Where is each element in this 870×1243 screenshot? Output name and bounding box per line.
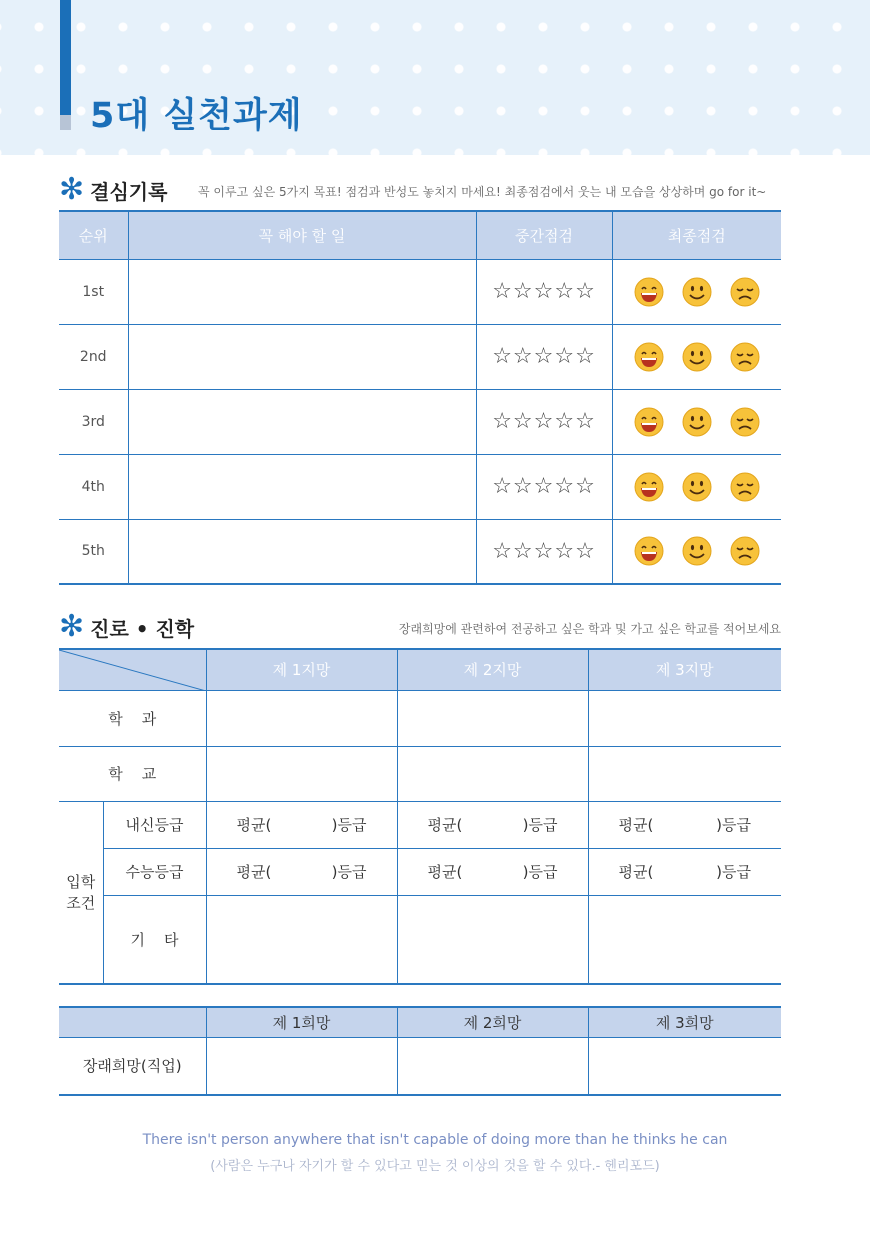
midcheck-cell[interactable] xyxy=(476,324,612,389)
finalcheck-cell xyxy=(612,259,781,324)
column-header-choice-3: 제 3지망 xyxy=(588,649,781,690)
table-row-job xyxy=(59,1037,781,1095)
avg-suffix: )등급 xyxy=(331,816,367,834)
rank-cell: 1st xyxy=(59,259,128,324)
major-cell-1[interactable] xyxy=(206,690,397,746)
row-label-job: 장래희망(직업) xyxy=(59,1037,206,1095)
table-row xyxy=(59,259,781,324)
sad-face-icon[interactable] xyxy=(730,342,760,372)
table-header-row xyxy=(59,649,781,690)
grinning-face-icon[interactable] xyxy=(634,536,664,566)
quote-korean: (사람은 누구나 자기가 할 수 있다고 믿는 것 이상의 것을 할 수 있다.- 헨리포드) xyxy=(210,1159,660,1174)
admission-label-line-2: 조건 xyxy=(66,894,96,913)
row-label-major: 학 과 xyxy=(59,690,206,746)
section-heading-resolution xyxy=(59,172,168,207)
smiling-face-icon[interactable] xyxy=(682,536,712,566)
finalcheck-cell xyxy=(612,324,781,389)
suneung-cell-2[interactable] xyxy=(397,848,588,895)
row-label-etc: 기 타 xyxy=(103,895,206,984)
rank-cell: 2nd xyxy=(59,324,128,389)
diagonal-line xyxy=(59,650,206,691)
star-rating-icons[interactable]: ☆☆☆☆☆ xyxy=(492,344,596,369)
section-title: 결심기록 xyxy=(90,179,168,204)
star-rating-icons[interactable]: ☆☆☆☆☆ xyxy=(492,279,596,304)
grinning-face-icon[interactable] xyxy=(634,407,664,437)
sad-face-icon[interactable] xyxy=(730,536,760,566)
avg-prefix: 평균( xyxy=(236,816,272,834)
etc-cell-2[interactable] xyxy=(397,895,588,984)
section-heading-career xyxy=(59,609,195,644)
row-label-school: 학 교 xyxy=(59,746,206,801)
task-cell[interactable] xyxy=(128,519,476,584)
column-header-finalcheck: 최종점검 xyxy=(612,211,781,259)
column-header-midcheck: 중간점검 xyxy=(476,211,612,259)
school-cell-2[interactable] xyxy=(397,746,588,801)
job-cell-2[interactable] xyxy=(397,1037,588,1095)
header-accent-bar xyxy=(60,0,71,130)
future-hope-table xyxy=(59,1006,781,1096)
school-cell-1[interactable] xyxy=(206,746,397,801)
star-rating-icons[interactable]: ☆☆☆☆☆ xyxy=(492,474,596,499)
rank-cell: 4th xyxy=(59,454,128,519)
table-header-row xyxy=(59,211,781,259)
header-accent-bar-tip xyxy=(60,115,71,130)
midcheck-cell[interactable] xyxy=(476,259,612,324)
grinning-face-icon[interactable] xyxy=(634,342,664,372)
job-cell-1[interactable] xyxy=(206,1037,397,1095)
school-cell-3[interactable] xyxy=(588,746,781,801)
resolution-table xyxy=(59,210,781,585)
column-header-choice-2: 제 2지망 xyxy=(397,649,588,690)
midcheck-cell[interactable] xyxy=(476,519,612,584)
career-table xyxy=(59,648,781,985)
admission-label-line-1: 입학 xyxy=(66,873,96,892)
sad-face-icon[interactable] xyxy=(730,277,760,307)
table-row-major xyxy=(59,690,781,746)
etc-cell-3[interactable] xyxy=(588,895,781,984)
task-cell[interactable] xyxy=(128,259,476,324)
table-row-school xyxy=(59,746,781,801)
diagonal-corner-cell xyxy=(59,649,206,690)
column-header-choice-1: 제 1지망 xyxy=(206,649,397,690)
finalcheck-cell xyxy=(612,519,781,584)
naesin-cell-1[interactable] xyxy=(206,801,397,848)
task-cell[interactable] xyxy=(128,389,476,454)
row-label-admission xyxy=(59,801,103,984)
avg-suffix: )등급 xyxy=(522,863,558,881)
grinning-face-icon[interactable] xyxy=(634,472,664,502)
table-row xyxy=(59,454,781,519)
column-header-hope-1: 제 1희망 xyxy=(206,1007,397,1037)
smiling-face-icon[interactable] xyxy=(682,277,712,307)
asterisk-icon: ✻ xyxy=(59,172,85,207)
task-cell[interactable] xyxy=(128,324,476,389)
section-note: 꼭 이루고 싶은 5가지 목표! 점검과 반성도 놓치지 마세요! 최종점검에서 웃는 내 모습을 상상하며 go for it~ xyxy=(198,185,767,199)
avg-suffix: )등급 xyxy=(716,863,751,881)
column-header-hope-3: 제 3희망 xyxy=(588,1007,781,1037)
avg-suffix: )등급 xyxy=(716,816,751,834)
major-cell-2[interactable] xyxy=(397,690,588,746)
smiling-face-icon[interactable] xyxy=(682,342,712,372)
avg-suffix: )등급 xyxy=(331,863,367,881)
corner-cell xyxy=(59,1007,206,1037)
job-cell-3[interactable] xyxy=(588,1037,781,1095)
column-header-rank: 순위 xyxy=(59,211,128,259)
smiling-face-icon[interactable] xyxy=(682,472,712,502)
column-header-task: 꼭 해야 할 일 xyxy=(128,211,476,259)
asterisk-icon: ✻ xyxy=(59,609,85,644)
sad-face-icon[interactable] xyxy=(730,472,760,502)
table-row xyxy=(59,519,781,584)
finalcheck-cell xyxy=(612,454,781,519)
grinning-face-icon[interactable] xyxy=(634,277,664,307)
smiling-face-icon[interactable] xyxy=(682,407,712,437)
star-rating-icons[interactable]: ☆☆☆☆☆ xyxy=(492,409,596,434)
sad-face-icon[interactable] xyxy=(730,407,760,437)
suneung-cell-3[interactable] xyxy=(588,848,781,895)
naesin-cell-2[interactable] xyxy=(397,801,588,848)
table-row-naesin xyxy=(59,801,781,848)
midcheck-cell[interactable] xyxy=(476,454,612,519)
avg-prefix: 평균( xyxy=(427,863,463,881)
table-row-suneung xyxy=(59,848,781,895)
naesin-cell-3[interactable] xyxy=(588,801,781,848)
section-title: 진로 • 진학 xyxy=(90,616,195,641)
midcheck-cell[interactable] xyxy=(476,389,612,454)
star-rating-icons[interactable]: ☆☆☆☆☆ xyxy=(492,538,596,564)
rank-cell: 5th xyxy=(59,519,128,584)
table-row-etc xyxy=(59,895,781,984)
quote-english: There isn't person anywhere that isn't capable of doing more than he thinks he can xyxy=(142,1132,728,1148)
row-label-naesin: 내신등급 xyxy=(103,801,206,848)
task-cell[interactable] xyxy=(128,454,476,519)
etc-cell-1[interactable] xyxy=(206,895,397,984)
rank-cell: 3rd xyxy=(59,389,128,454)
major-cell-3[interactable] xyxy=(588,690,781,746)
avg-suffix: )등급 xyxy=(522,816,558,834)
section-note: 장래희망에 관련하여 전공하고 싶은 학과 및 가고 싶은 학교를 적어보세요 xyxy=(398,622,781,636)
table-header-row xyxy=(59,1007,781,1037)
table-row xyxy=(59,389,781,454)
avg-prefix: 평균( xyxy=(618,863,654,881)
row-label-suneung: 수능등급 xyxy=(103,848,206,895)
avg-prefix: 평균( xyxy=(427,816,463,834)
suneung-cell-1[interactable] xyxy=(206,848,397,895)
page-title: 5대 실천과제 xyxy=(90,96,303,136)
avg-prefix: 평균( xyxy=(236,863,272,881)
finalcheck-cell xyxy=(612,389,781,454)
table-row xyxy=(59,324,781,389)
column-header-hope-2: 제 2희망 xyxy=(397,1007,588,1037)
avg-prefix: 평균( xyxy=(618,816,654,834)
